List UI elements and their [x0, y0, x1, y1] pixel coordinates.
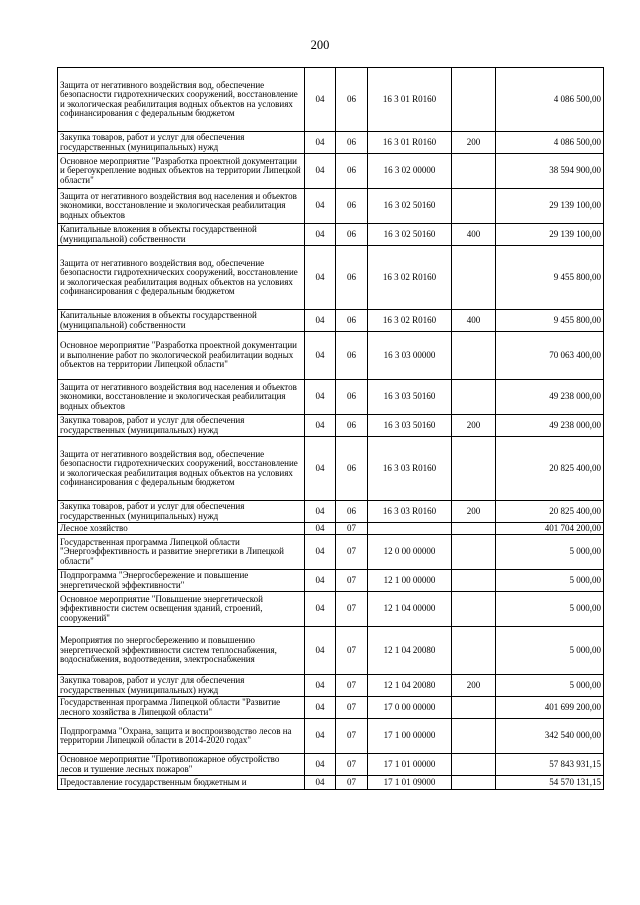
- cell-pr: 06: [336, 380, 368, 415]
- cell-vr: [452, 523, 496, 535]
- cell-sum: 401 699 200,00: [496, 697, 604, 719]
- cell-vr: [452, 627, 496, 675]
- cell-pr: 06: [336, 437, 368, 501]
- cell-vr: 400: [452, 310, 496, 332]
- cell-csr: 12 1 00 00000: [368, 570, 452, 592]
- cell-name: Защита от негативного воздействия вод, обеспечение безопасности гидротехнических сооружений, восстановление и экологическая реабилитация водных объектов на условиях софинансирования с федеральным бюджетом: [58, 246, 305, 310]
- cell-rz: 04: [305, 189, 336, 224]
- cell-sum: 9 455 800,00: [496, 246, 604, 310]
- table-row: [58, 627, 604, 675]
- cell-name: Основное мероприятие "Противопожарное обустройство лесов и тушение лесных пожаров": [58, 754, 305, 776]
- cell-sum: 5 000,00: [496, 592, 604, 627]
- cell-name: Основное мероприятие "Повышение энергетической эффективности систем освещения зданий, строений, сооружений": [58, 592, 305, 627]
- cell-csr: 16 3 02 R0160: [368, 310, 452, 332]
- cell-vr: [452, 535, 496, 570]
- cell-name: Закупка товаров, работ и услуг для обеспечения государственных (муниципальных) нужд: [58, 501, 305, 523]
- cell-pr: 06: [336, 332, 368, 380]
- cell-pr: 07: [336, 570, 368, 592]
- cell-name: Капитальные вложения в объекты государственной (муниципальной) собственности: [58, 310, 305, 332]
- cell-name: Капитальные вложения в объекты государственной (муниципальной) собственности: [58, 224, 305, 246]
- cell-sum: 38 594 900,00: [496, 154, 604, 189]
- table-row: [58, 68, 604, 132]
- cell-pr: 07: [336, 592, 368, 627]
- cell-vr: 200: [452, 675, 496, 697]
- cell-vr: [452, 754, 496, 776]
- cell-rz: 04: [305, 154, 336, 189]
- cell-name: Государственная программа Липецкой области "Развитие лесного хозяйства в Липецкой области": [58, 697, 305, 719]
- table-row: [58, 776, 604, 790]
- cell-vr: 200: [452, 132, 496, 154]
- cell-vr: [452, 719, 496, 754]
- cell-rz: 04: [305, 246, 336, 310]
- cell-name: Защита от негативного воздействия вод, обеспечение безопасности гидротехнических сооружений, восстановление и экологическая реабилитация водных объектов на условиях софинансирования с федеральным бюджетом: [58, 68, 305, 132]
- cell-csr: 16 3 01 R0160: [368, 68, 452, 132]
- cell-vr: 200: [452, 415, 496, 437]
- table-row: [58, 675, 604, 697]
- cell-csr: 17 1 01 00000: [368, 754, 452, 776]
- cell-csr: 17 1 00 00000: [368, 719, 452, 754]
- table-row: [58, 719, 604, 754]
- cell-name: Лесное хозяйство: [58, 523, 305, 535]
- table-row: [58, 224, 604, 246]
- cell-pr: 06: [336, 68, 368, 132]
- table-row: [58, 380, 604, 415]
- cell-rz: 04: [305, 754, 336, 776]
- table-row: [58, 592, 604, 627]
- cell-pr: 07: [336, 776, 368, 790]
- cell-csr: 16 3 02 50160: [368, 224, 452, 246]
- cell-vr: [452, 154, 496, 189]
- cell-csr: 16 3 02 50160: [368, 189, 452, 224]
- cell-name: Закупка товаров, работ и услуг для обеспечения государственных (муниципальных) нужд: [58, 415, 305, 437]
- table-row: [58, 501, 604, 523]
- cell-sum: 49 238 000,00: [496, 415, 604, 437]
- cell-sum: 29 139 100,00: [496, 189, 604, 224]
- table-row: [58, 310, 604, 332]
- cell-name: Защита от негативного воздействия вод населения и объектов экономики, восстановление и экологическая реабилитация водных объектов: [58, 189, 305, 224]
- cell-csr: 16 3 02 R0160: [368, 246, 452, 310]
- cell-pr: 06: [336, 189, 368, 224]
- cell-name: Защита от негативного воздействия вод населения и объектов экономики, восстановление и экологическая реабилитация водных объектов: [58, 380, 305, 415]
- cell-name: Подпрограмма "Охрана, защита и воспроизводство лесов на территории Липецкой области в 2014-2020 годах": [58, 719, 305, 754]
- cell-csr: 17 0 00 00000: [368, 697, 452, 719]
- cell-vr: [452, 246, 496, 310]
- cell-sum: 4 086 500,00: [496, 132, 604, 154]
- cell-sum: 5 000,00: [496, 627, 604, 675]
- cell-rz: 04: [305, 132, 336, 154]
- cell-csr: 16 3 01 R0160: [368, 132, 452, 154]
- budget-table: [57, 67, 604, 790]
- cell-csr: 16 3 03 R0160: [368, 437, 452, 501]
- cell-rz: 04: [305, 570, 336, 592]
- cell-rz: 04: [305, 501, 336, 523]
- cell-csr: 12 0 00 00000: [368, 535, 452, 570]
- cell-pr: 06: [336, 154, 368, 189]
- cell-rz: 04: [305, 380, 336, 415]
- table-row: [58, 246, 604, 310]
- cell-csr: 12 1 04 20080: [368, 675, 452, 697]
- cell-pr: 07: [336, 754, 368, 776]
- cell-sum: 20 825 400,00: [496, 501, 604, 523]
- table-row: [58, 535, 604, 570]
- cell-sum: 57 843 931,15: [496, 754, 604, 776]
- cell-csr: 12 1 04 00000: [368, 592, 452, 627]
- cell-pr: 06: [336, 246, 368, 310]
- cell-name: Предоставление государственным бюджетным и: [58, 776, 305, 790]
- cell-sum: 4 086 500,00: [496, 68, 604, 132]
- cell-rz: 04: [305, 675, 336, 697]
- table-row: [58, 697, 604, 719]
- cell-sum: 54 570 131,15: [496, 776, 604, 790]
- cell-pr: 07: [336, 523, 368, 535]
- table-row: [58, 523, 604, 535]
- cell-rz: 04: [305, 68, 336, 132]
- cell-name: Основное мероприятие "Разработка проектной документации и выполнение работ по экологической реабилитации водных объектов на территории Липецкой области": [58, 332, 305, 380]
- cell-rz: 04: [305, 437, 336, 501]
- cell-pr: 06: [336, 501, 368, 523]
- cell-sum: 401 704 200,00: [496, 523, 604, 535]
- cell-sum: 20 825 400,00: [496, 437, 604, 501]
- cell-pr: 06: [336, 132, 368, 154]
- cell-rz: 04: [305, 535, 336, 570]
- cell-vr: 200: [452, 501, 496, 523]
- cell-rz: 04: [305, 332, 336, 380]
- cell-sum: 70 063 400,00: [496, 332, 604, 380]
- cell-vr: [452, 189, 496, 224]
- cell-csr: 16 3 03 50160: [368, 380, 452, 415]
- cell-rz: 04: [305, 523, 336, 535]
- cell-vr: [452, 776, 496, 790]
- table-row: [58, 437, 604, 501]
- cell-pr: 07: [336, 535, 368, 570]
- cell-csr: 12 1 04 20080: [368, 627, 452, 675]
- cell-pr: 07: [336, 627, 368, 675]
- cell-sum: 5 000,00: [496, 675, 604, 697]
- cell-csr: [368, 523, 452, 535]
- cell-pr: 07: [336, 719, 368, 754]
- cell-sum: 29 139 100,00: [496, 224, 604, 246]
- cell-sum: 342 540 000,00: [496, 719, 604, 754]
- cell-csr: 16 3 03 50160: [368, 415, 452, 437]
- cell-csr: 16 3 03 R0160: [368, 501, 452, 523]
- cell-name: Закупка товаров, работ и услуг для обеспечения государственных (муниципальных) нужд: [58, 132, 305, 154]
- cell-vr: [452, 437, 496, 501]
- cell-vr: [452, 332, 496, 380]
- table-row: [58, 570, 604, 592]
- cell-pr: 06: [336, 224, 368, 246]
- table-row: [58, 189, 604, 224]
- cell-sum: 49 238 000,00: [496, 380, 604, 415]
- cell-pr: 07: [336, 675, 368, 697]
- cell-rz: 04: [305, 776, 336, 790]
- cell-rz: 04: [305, 310, 336, 332]
- cell-vr: 400: [452, 224, 496, 246]
- cell-vr: [452, 68, 496, 132]
- cell-rz: 04: [305, 592, 336, 627]
- table-row: [58, 415, 604, 437]
- cell-rz: 04: [305, 627, 336, 675]
- table-row: [58, 754, 604, 776]
- table-row: [58, 154, 604, 189]
- cell-pr: 06: [336, 415, 368, 437]
- cell-csr: 17 1 01 09000: [368, 776, 452, 790]
- cell-vr: [452, 570, 496, 592]
- cell-name: Основное мероприятие "Разработка проектной документации и берегоукрепление водных объектов на территории Липецкой области": [58, 154, 305, 189]
- page-number: 200: [310, 38, 330, 52]
- cell-rz: 04: [305, 224, 336, 246]
- table-row: [58, 132, 604, 154]
- cell-sum: 5 000,00: [496, 535, 604, 570]
- cell-csr: 16 3 03 00000: [368, 332, 452, 380]
- cell-name: Закупка товаров, работ и услуг для обеспечения государственных (муниципальных) нужд: [58, 675, 305, 697]
- cell-name: Государственная программа Липецкой области "Энергоэффективность и развитие энергетики в Липецкой области": [58, 535, 305, 570]
- cell-sum: 5 000,00: [496, 570, 604, 592]
- cell-name: Мероприятия по энергосбережению и повышению энергетической эффективности систем теплоснабжения, водоснабжения, водоотведения, электроснабжения: [58, 627, 305, 675]
- cell-rz: 04: [305, 719, 336, 754]
- table-row: [58, 332, 604, 380]
- cell-pr: 07: [336, 697, 368, 719]
- cell-pr: 06: [336, 310, 368, 332]
- cell-name: Защита от негативного воздействия вод, обеспечение безопасности гидротехнических сооружений, восстановление и экологическая реабилитация водных объектов на условиях софинансирования с федеральным бюджетом: [58, 437, 305, 501]
- cell-sum: 9 455 800,00: [496, 310, 604, 332]
- cell-vr: [452, 380, 496, 415]
- cell-csr: 16 3 02 00000: [368, 154, 452, 189]
- cell-rz: 04: [305, 697, 336, 719]
- cell-vr: [452, 592, 496, 627]
- cell-vr: [452, 697, 496, 719]
- cell-rz: 04: [305, 415, 336, 437]
- cell-name: Подпрограмма "Энергосбережение и повышение энергетической эффективности": [58, 570, 305, 592]
